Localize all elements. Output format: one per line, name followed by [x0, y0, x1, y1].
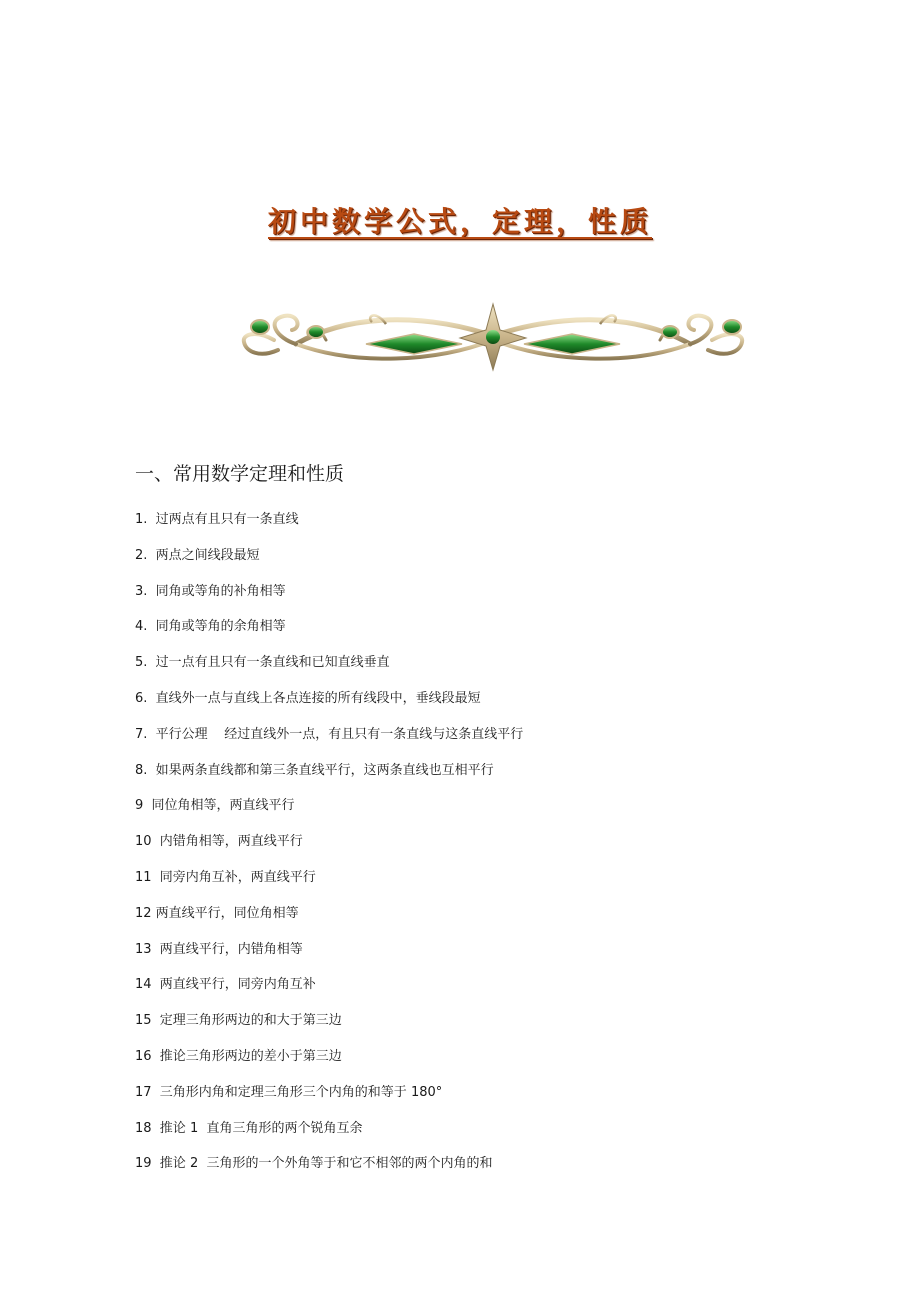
page-title — [0, 200, 920, 240]
list-item: 4. 同角或等角的余角相等 — [135, 619, 286, 635]
list-item: 8. 如果两条直线都和第三条直线平行，这两条直线也互相平行 — [135, 762, 494, 778]
section-heading: 一、常用数学定理和性质 — [135, 463, 345, 485]
list-item: 15 定理三角形两边的和大于第三边 — [135, 1013, 342, 1029]
list-item: 16 推论三角形两边的差小于第三边 — [135, 1048, 342, 1064]
list-item: 12 两直线平行，同位角相等 — [135, 905, 299, 921]
list-item: 1. 过两点有且只有一条直线 — [135, 512, 299, 527]
list-item: 14 两直线平行，同旁内角互补 — [135, 977, 316, 993]
list-item: 2. 两点之间线段最短 — [135, 547, 260, 563]
list-item: 9 同位角相等，两直线平行 — [135, 798, 295, 814]
list-item: 7. 平行公理 经过直线外一点，有且只有一条直线与这条直线平行 — [135, 726, 524, 742]
list-item: 5. 过一点有且只有一条直线和已知直线垂直 — [135, 655, 390, 671]
list-item: 3. 同角或等角的补角相等 — [135, 583, 286, 599]
list-item: 6. 直线外一点与直线上各点连接的所有线段中，垂线段最短 — [135, 690, 481, 706]
list-item: 10 内错角相等，两直线平行 — [135, 834, 303, 850]
page-title-text: 初中数学公式，定理，性质 — [267, 205, 652, 238]
list-item: 17 三角形内角和定理三角形三个内角的和等于 180° — [135, 1084, 443, 1100]
list-item: 13 两直线平行，内错角相等 — [135, 941, 303, 957]
decorative-scroll-divider-icon — [236, 300, 750, 372]
list-item: 18 推论 1 直角三角形的两个锐角互余 — [135, 1120, 363, 1136]
list-item: 11 同旁内角互补，两直线平行 — [135, 869, 316, 885]
list-item: 19 推论 2 三角形的一个外角等于和它不相邻的两个内角的和 — [135, 1156, 493, 1172]
theorem-list — [135, 510, 523, 1190]
